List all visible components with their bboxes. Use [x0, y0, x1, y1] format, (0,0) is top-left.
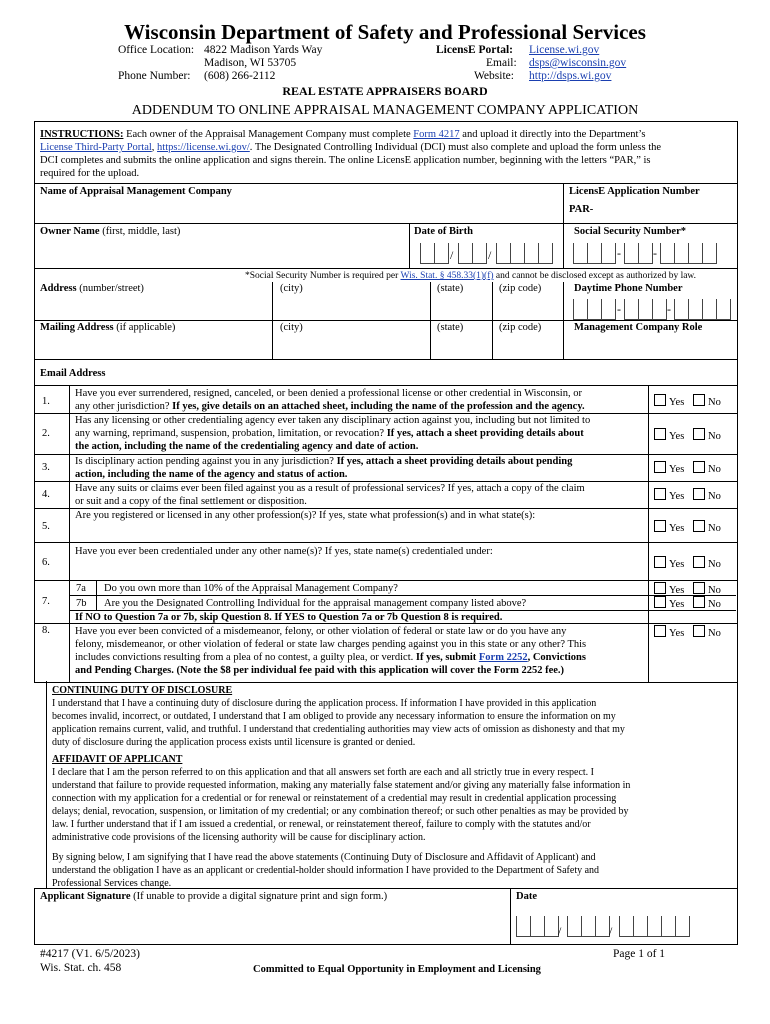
address-zip-input[interactable] [493, 297, 562, 319]
company-role-label: Management Company Role [574, 322, 703, 333]
portal-link[interactable]: License.wi.gov [529, 44, 600, 56]
address-street-input[interactable] [35, 297, 271, 319]
email-address-input[interactable] [130, 361, 734, 383]
question-7a-yes[interactable]: Yes [654, 582, 684, 596]
disclosure-heading: CONTINUING DUTY OF DISCLOSURE [52, 685, 233, 696]
owner-name-label: Owner Name (first, middle, last) [40, 226, 181, 237]
sign-date-sep-1: / [558, 924, 562, 938]
question-1-no[interactable]: No [693, 394, 721, 408]
affidavit-text: I declare that I am the person referred to on this application and that all answers set forth are each and all strictly true in every respect. I understand that failure to provide requested information, making any materially false statement and/or giving any materially false information in connection with my application for a credential or for renewal or reinstatement of a credential may result in credential application processing delays; denial, revocation, suspension, or limitation of my credential; or any combination thereof; or such other penalties as may be provided by law. I further understand that if I am issued a credential, or renewal, or reinstatement thereof, failure to comply with the statutes and/or administrative code provisions of the licensing authority will be cause for disciplinary action. [52, 767, 631, 843]
license-url-link[interactable]: https://license.wi.gov/ [157, 142, 250, 153]
page-number: Page 1 of 1 [613, 948, 666, 960]
daytime-phone-label: Daytime Phone Number [574, 283, 683, 294]
email-address-label: Email Address [40, 368, 106, 379]
question-3-number: 3. [42, 462, 50, 473]
instructions-text2: and upload it directly into the Department’s [462, 129, 646, 140]
page-title: Wisconsin Department of Safety and Professional Services [124, 20, 646, 44]
office-label: Office Location: [118, 44, 195, 56]
question-7a-label: 7a [76, 583, 86, 594]
ssn-statute-link[interactable]: Wis. Stat. § 458.33(1)(f) [400, 271, 494, 281]
question-2-yes[interactable]: Yes [654, 428, 684, 442]
question-6-answer-input[interactable] [75, 560, 645, 576]
phone-number: (608) 266-2112 [204, 70, 276, 82]
portal-label: LicensE Portal: [436, 44, 513, 56]
sign-date-sep-2: / [609, 924, 613, 938]
ssn-label: Social Security Number* [574, 226, 686, 237]
question-4-number: 4. [42, 489, 50, 500]
website-link[interactable]: http://dsps.wi.gov [529, 70, 612, 82]
question-7b-text: Are you the Designated Controlling Individual for the appraisal management company listed above? [104, 598, 527, 609]
third-party-portal-link[interactable]: License Third-Party Portal [40, 142, 152, 153]
question-4-text: Have any suits or claims ever been filed against you as a result of professional services? If yes, attach a copy of the claim or suit and a copy of the final settlement or disposition. [75, 483, 585, 507]
question-3-no[interactable]: No [693, 461, 721, 475]
dob-day-input[interactable] [458, 243, 487, 264]
ssn-sep-2: - [653, 246, 657, 260]
signing-statement: By signing below, I am signifying that I have read the above statements (Continuing Duty of Disclosure and Affidavit of Applicant) and understand the obligation I have as an applicant or credential-holder should information I have provided to the Department of Safety and Professional Services change. [52, 852, 600, 889]
instructions-label: INSTRUCTIONS: [40, 129, 124, 140]
question-6-number: 6. [42, 557, 50, 568]
phone-area-input[interactable] [573, 299, 616, 320]
instructions-line3: DCI completes and submits the online application and signs therein. The online LicensE application number, beginning with the letters “PAR,” is [40, 155, 651, 166]
address-label: Address (number/street) [40, 283, 144, 294]
question-8-yes[interactable]: Yes [654, 625, 684, 639]
question-1-text: Have you ever surrendered, resigned, canceled, or been denied a professional license or other credential in Wisconsin, or any other jurisdiction? If yes, give details on an attached sheet, including the name of the profession and the agency. [75, 388, 585, 412]
email-label: Email: [486, 57, 517, 69]
mailing-state-input[interactable] [431, 336, 491, 358]
mailing-street-input[interactable] [35, 336, 271, 358]
question-2-number: 2. [42, 428, 50, 439]
dob-month-input[interactable] [420, 243, 449, 264]
question-5-text: Are you registered or licensed in any other profession(s)? If yes, state what profession(s) and in what state(s): [75, 510, 536, 521]
state-label: (state) [437, 283, 464, 294]
question-7a-text: Do you own more than 10% of the Appraisal Management Company? [104, 583, 398, 594]
question-2-text: Has any licensing or other credentialing agency ever taken any disciplinary action against you, including but not limited to any warning, reprimand, suspension, probation, limitation, or revocation? If yes, attach a sheet providing details about the action, including the name of the credentialing agency and date of action. [75, 415, 591, 452]
ssn-part1-input[interactable] [573, 243, 616, 264]
question-5-number: 5. [42, 521, 50, 532]
zip-label: (zip code) [499, 283, 542, 294]
form-id: #4217 (V1. 6/5/2023) [40, 948, 140, 960]
disclosure-text: I understand that I have a continuing duty of disclosure during the application process. If information I have provided in this application becomes invalid, incorrect, or outdated, I understand that I am obliged to provide any necessary information to ensure the information on my application remains current, valid, and truthful. I understand that credentialing authorities may view acts of omission as dishonesty and that my duty of disclosure during the application process exists until licensure is granted or denied. [52, 698, 625, 748]
question-4-no[interactable]: No [693, 488, 721, 502]
question-7b-yes[interactable]: Yes [654, 596, 684, 610]
form-title: ADDENDUM TO ONLINE APPRAISAL MANAGEMENT COMPANY APPLICATION [131, 103, 639, 118]
question-5-yes[interactable]: Yes [654, 520, 684, 534]
mailing-address-label: Mailing Address (if applicable) [40, 322, 176, 333]
question-4-yes[interactable]: Yes [654, 488, 684, 502]
website-label: Website: [474, 70, 514, 82]
dob-label: Date of Birth [414, 226, 473, 237]
address-city-input[interactable] [273, 297, 429, 319]
dob-sep-1: / [450, 248, 454, 262]
question-7b-label: 7b [76, 598, 87, 609]
question-7-note: If NO to Question 7a or 7b, skip Question 8. If YES to Question 7a or 7b Question 8 is required. [75, 612, 503, 623]
footer-motto: Committed to Equal Opportunity in Employment and Licensing [253, 964, 541, 975]
signature-input[interactable] [36, 905, 508, 941]
mailing-state-label: (state) [437, 322, 464, 333]
email-link[interactable]: dsps@wisconsin.gov [529, 57, 627, 69]
phone-sep-2: - [667, 302, 671, 316]
office-address-line1: 4822 Madison Yards Way [204, 44, 323, 56]
question-7-number: 7. [42, 596, 50, 607]
question-1-yes[interactable]: Yes [654, 394, 684, 408]
par-prefix: PAR- [569, 204, 594, 215]
form-4217-link[interactable]: Form 4217 [413, 129, 460, 140]
ssn-part3-input[interactable] [660, 243, 717, 264]
question-5-no[interactable]: No [693, 520, 721, 534]
mailing-zip-input[interactable] [493, 336, 562, 358]
question-1-number: 1. [42, 396, 50, 407]
phone-label: Phone Number: [118, 70, 191, 82]
phone-sep-1: - [617, 302, 621, 316]
ssn-note: *Social Security Number is required per Wis. Stat. § 458.33(1)(f) and cannot be disclosed except as authorized by law. [245, 271, 697, 281]
sign-date-day-input[interactable] [567, 916, 613, 938]
question-3-yes[interactable]: Yes [654, 461, 684, 475]
mailing-city-label: (city) [280, 322, 303, 333]
company-role-input[interactable] [564, 336, 735, 358]
question-6-yes[interactable]: Yes [654, 556, 684, 570]
sign-date-year-input[interactable] [619, 916, 690, 937]
question-7b-no[interactable]: No [693, 596, 721, 610]
application-number-input[interactable] [598, 200, 735, 222]
board-name: REAL ESTATE APPRAISERS BOARD [282, 84, 488, 98]
question-7a-no[interactable]: No [693, 582, 721, 596]
dob-sep-2: / [488, 248, 492, 262]
owner-name-input[interactable] [35, 240, 408, 267]
question-3-text: Is disciplinary action pending against you in any jurisdiction? If yes, attach a sheet providing details about pending action, including the name of the agency and status of action. [75, 456, 573, 480]
date-label: Date [516, 891, 537, 902]
ssn-sep-1: - [617, 246, 621, 260]
ssn-part2-input[interactable] [624, 243, 653, 264]
question-6-text: Have you ever been credentialed under any other name(s)? If yes, state name(s) credentialed under: [75, 546, 493, 557]
question-8-number: 8. [42, 625, 50, 636]
dob-year-input[interactable] [496, 243, 553, 264]
city-label: (city) [280, 283, 303, 294]
question-8-no[interactable]: No [693, 625, 721, 639]
application-number-label: LicensE Application Number [569, 186, 700, 197]
signature-label: Applicant Signature (If unable to provide a digital signature print and sign form.) [40, 891, 388, 902]
office-address-line2: Madison, WI 53705 [204, 57, 297, 69]
company-name-label: Name of Appraisal Management Company [40, 186, 232, 197]
instructions-text3: . The Designated Controlling Individual (DCI) must also complete and upload the form unless the [249, 142, 662, 153]
phone-prefix-input[interactable] [624, 299, 667, 320]
instructions-text1: Each owner of the Appraisal Management Company must complete [126, 129, 411, 140]
company-name-input[interactable] [35, 199, 562, 222]
address-state-input[interactable] [431, 297, 491, 319]
instructions: INSTRUCTIONS: Each owner of the Appraisal Management Company must complete Form 4217 and upload it directly into the Department’s License Third-Party Portal, https://license.wi.gov/. The Designated Controlling Individual (DCI) must also complete and upload the form unless the DCI completes and submits the online application and signs therein. The online LicensE application number, beginning with the letters “PAR,” is required for the upload. [40, 129, 662, 179]
question-5-answer-input[interactable] [75, 523, 645, 539]
affidavit-heading: AFFIDAVIT OF APPLICANT [52, 754, 183, 765]
phone-line-input[interactable] [674, 299, 731, 320]
form-2252-link[interactable]: Form 2252 [478, 652, 528, 663]
mailing-city-input[interactable] [273, 336, 429, 358]
question-2-no[interactable]: No [693, 428, 721, 442]
instructions-line4: required for the upload. [40, 168, 140, 179]
question-6-no[interactable]: No [693, 556, 721, 570]
mailing-zip-label: (zip code) [499, 322, 542, 333]
question-8-text: Have you ever been convicted of a misdemeanor, felony, or other violation of federal or state law or do you have any felony, misdemeanor, or other violation of federal or state law charges pending against you in this state or any other? This includes convictions resulting from a plea of no contest, a guilty plea, or verdict. If yes, submit Form 2252, Convictions and Pending Charges. (Note the $8 per individual fee paid with this application will cover the Form 2252 fee.) [75, 626, 587, 676]
footer-statute: Wis. Stat. ch. 458 [40, 962, 122, 974]
sign-date-month-input[interactable] [516, 916, 562, 938]
